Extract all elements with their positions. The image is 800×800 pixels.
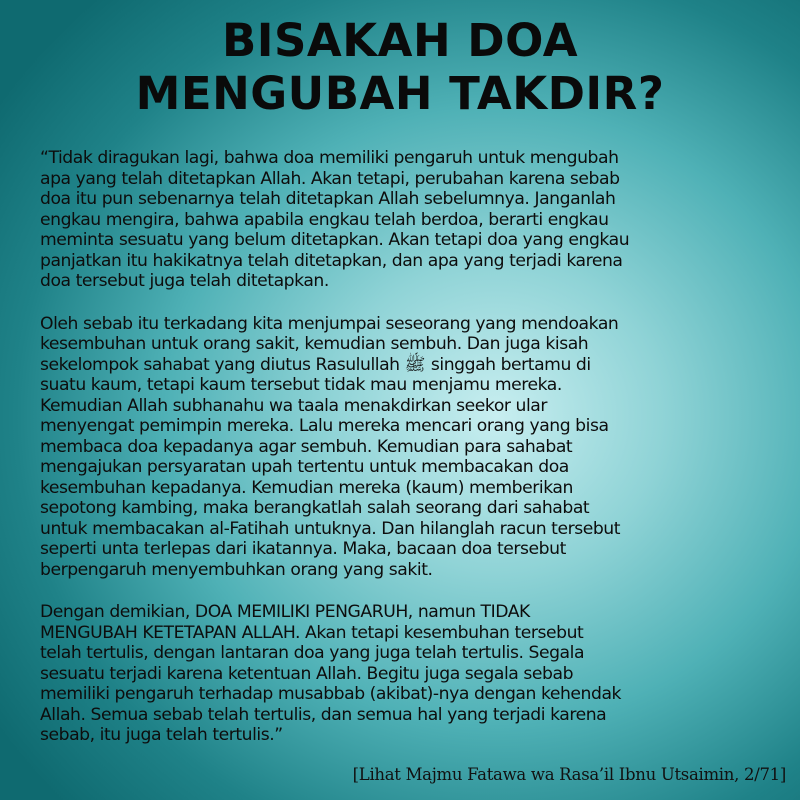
text-line: panjatkan itu hakikatnya telah ditetapkan, dan apa yang terjadi karena <box>40 250 623 271</box>
text-line: untuk membacakan al-Fatihah untuknya. Dan hilanglah racun tersebut <box>40 518 621 539</box>
text-line: berpengaruh menyembuhkan orang yang sakit. <box>40 559 433 580</box>
text-line: kesembuhan kepadanya. Kemudian mereka (kaum) memberikan <box>40 477 573 498</box>
text-line: Oleh sebab itu terkadang kita menjumpai seseorang yang mendoakan <box>40 313 619 334</box>
text-line: kesembuhan untuk orang sakit, kemudian sembuh. Dan juga kisah <box>40 334 589 354</box>
text-line: Kemudian Allah subhanahu wa taala menakdirkan seekor ular <box>40 395 547 416</box>
title-line-1: BISAKAH DOA <box>221 14 579 67</box>
text-line: Allah. Semua sebab telah tertulis, dan semua hal yang terjadi karena <box>40 704 607 725</box>
text-line: mengajukan persyaratan upah tertentu untuk membacakan doa <box>40 457 569 477</box>
text-line: sekelompok sahabat yang diutus Rasulullah ﷺ singgah bertamu di <box>40 354 591 375</box>
text-line: doa tersebut juga telah ditetapkan. <box>40 271 329 291</box>
paragraph-2 <box>40 314 782 581</box>
title-line-2: MENGUBAH TAKDIR? <box>135 67 665 120</box>
text-line: sepotong kambing, maka berangkatlah salah seorang dari sahabat <box>40 498 590 518</box>
text-line: menyengat pemimpin mereka. Lalu mereka mencari orang yang bisa <box>40 416 609 436</box>
text-line: membaca doa kepadanya agar sembuh. Kemudian para sahabat <box>40 436 573 457</box>
paragraph-1 <box>40 148 782 292</box>
text-line: sesuatu terjadi karena ketentuan Allah. Begitu juga segala sebab <box>40 663 574 684</box>
article-body <box>40 148 782 768</box>
text-line: memiliki pengaruh terhadap musabbab (akibat)-nya dengan kehendak <box>40 684 622 704</box>
text-line: MENGUBAH KETETAPAN ALLAH. Akan tetapi kesembuhan tersebut <box>40 622 584 643</box>
text-line: suatu kaum, tetapi kaum tersebut tidak mau menjamu mereka. <box>40 375 562 395</box>
text-line: “Tidak diragukan lagi, bahwa doa memiliki pengaruh untuk mengubah <box>40 148 619 168</box>
text-line: meminta sesuatu yang belum ditetapkan. Akan tetapi doa yang engkau <box>40 230 630 250</box>
text-line: Dengan demikian, DOA MEMILIKI PENGARUH, namun TIDAK <box>40 602 530 622</box>
text-line: engkau mengira, bahwa apabila engkau telah berdoa, berarti engkau <box>40 209 609 230</box>
text-line: seperti unta terlepas dari ikatannya. Maka, bacaan doa tersebut <box>40 539 566 559</box>
text-line: telah tertulis, dengan lantaran doa yang juga telah tertulis. Segala <box>40 643 585 663</box>
text-line: doa itu pun sebenarnya telah ditetapkan Allah sebelumnya. Janganlah <box>40 189 616 209</box>
text-line: apa yang telah ditetapkan Allah. Akan tetapi, perubahan karena sebab <box>40 168 620 189</box>
source-citation: [Lihat Majmu Fatawa wa Rasa’il Ibnu Utsaimin, 2/71] <box>352 765 786 784</box>
page-title <box>0 14 800 120</box>
paragraph-3 <box>40 602 782 746</box>
text-line: sebab, itu juga telah tertulis.” <box>40 725 283 745</box>
